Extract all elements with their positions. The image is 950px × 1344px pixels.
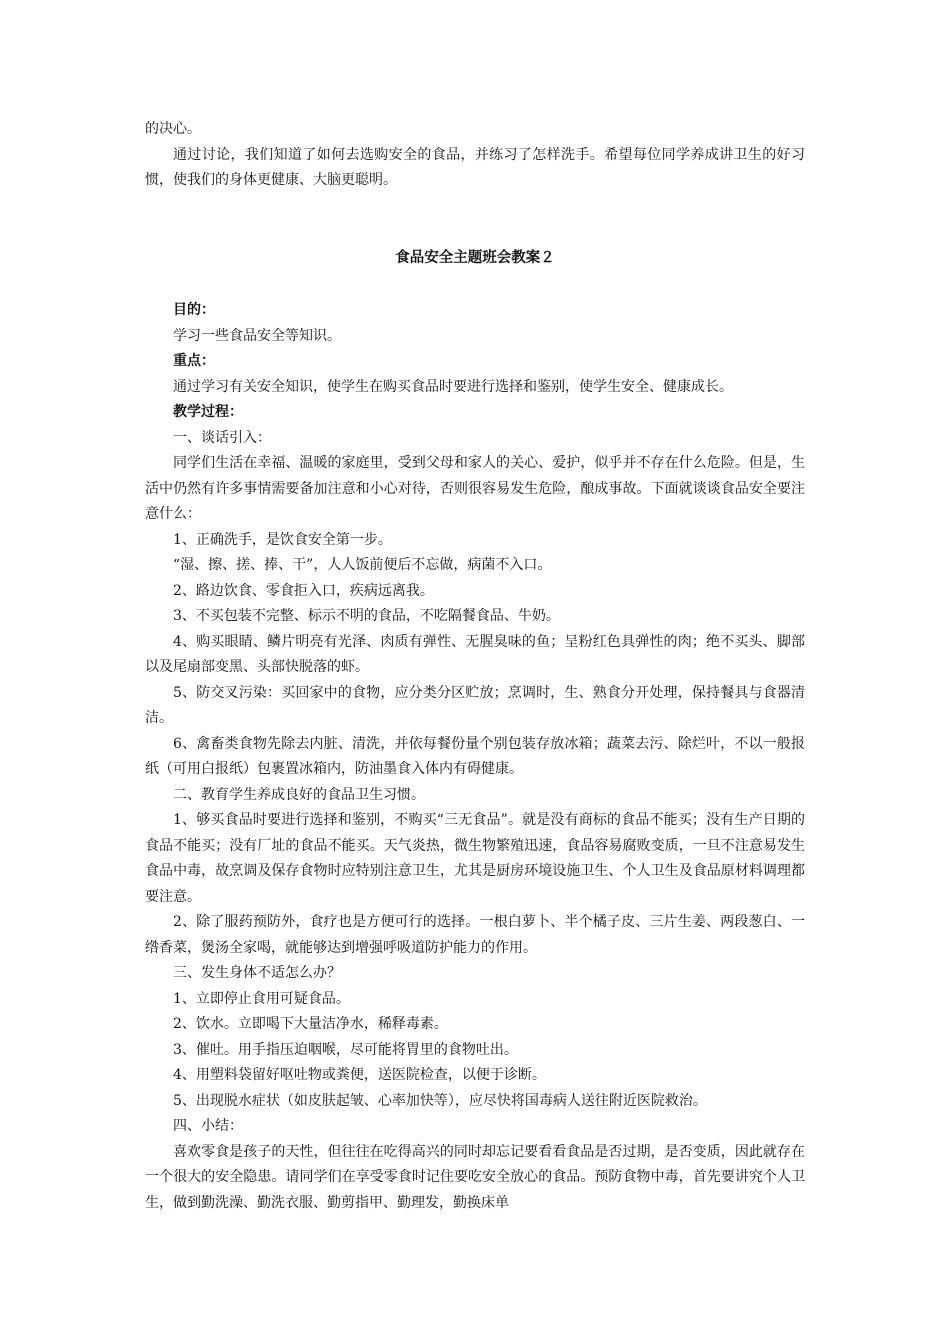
paragraph-discussion-summary: 通过讨论，我们知道了如何去选购安全的食品，并练习了怎样洗手。希望每位同学养成讲卫生的好习惯，使我们的身体更健康、大脑更聪明。 bbox=[145, 146, 805, 188]
list-item: 4、购买眼睛、鳞片明亮有光泽、肉质有弹性、无腥臭味的鱼；呈粉红色具弹性的肉；绝不买头、脚部以及尾扇部变黑、头部快脱落的虾。 bbox=[145, 633, 805, 675]
focus-text: 通过学习有关安全知识，使学生在购买食品时要进行选择和鉴别，使学生安全、健康成长。 bbox=[173, 378, 733, 395]
paragraph-end-fragment: 的决心。 bbox=[145, 121, 201, 137]
process-label: 教学过程： bbox=[173, 404, 243, 420]
list-item: 1、立即停止食用可疑食品。 bbox=[173, 990, 350, 1007]
part2-heading: 二、教育学生养成良好的食品卫生习惯。 bbox=[173, 786, 425, 803]
list-item: 2、路边饮食、零食拒入口，疾病远离我。 bbox=[173, 582, 434, 599]
list-item: 3、催吐。用手指压迫咽喉，尽可能将胃里的食物吐出。 bbox=[173, 1041, 518, 1058]
goal-text: 学习一些食品安全等知识。 bbox=[173, 327, 341, 344]
list-item: 3、不买包装不完整、标示不明的食品，不吃隔餐食品、牛奶。 bbox=[173, 608, 560, 624]
list-item: “湿、擦、搓、捧、干”，人人饭前便后不忘做，病菌不入口。 bbox=[173, 557, 552, 573]
list-item: 4、用塑料袋留好呕吐物或粪便，送医院检查，以便于诊断。 bbox=[173, 1067, 546, 1083]
list-item: 6、禽畜类食物先除去内脏、清洗，并依每餐份量个别包装存放冰箱；蔬菜去污、除烂叶，不以一般报纸（可用白报纸）包裹置冰箱内，防油墨食入体内有碍健康。 bbox=[145, 735, 805, 777]
document-body bbox=[145, 117, 805, 1216]
list-item: 5、出现脱水症状（如皮肤起皱、心率加快等），应尽快将国毒病人送往附近医院救治。 bbox=[173, 1092, 707, 1109]
part1-intro: 同学们生活在幸福、温暖的家庭里，受到父母和家人的关心、爱护，似乎并不存在什么危险。但是，生活中仍然有许多事情需要备加注意和小心对待，否则很容易发生危险，酿成事故。下面就谈谈食品安全要注意什么： bbox=[145, 455, 805, 522]
list-item: 1、正确洗手，是饮食安全第一步。 bbox=[173, 531, 392, 548]
part4-text: 喜欢零食是孩子的天性，但往往在吃得高兴的同时却忘记要看看食品是否过期，是否变质，因此就存在一个很大的安全隐患。请同学们在享受零食时记住要吃安全放心的食品。预防食物中毒，首先要讲究个人卫生，做到勤洗澡、勤洗衣服、勤剪指甲、勤理发，勤换床单 bbox=[145, 1143, 805, 1211]
list-item: 2、饮水。立即喝下大量洁净水，稀释毒素。 bbox=[173, 1016, 448, 1032]
part4-heading: 四、小结： bbox=[173, 1118, 243, 1134]
part3-heading: 三、发生身体不适怎么办？ bbox=[173, 965, 341, 981]
list-item: 2、除了服药预防外，食疗也是方便可行的选择。一根白萝卜、半个橘子皮、三片生姜、两段葱白、一绺香菜，煲汤全家喝，就能够达到增强呼吸道防护能力的作用。 bbox=[145, 914, 805, 956]
goal-label: 目的： bbox=[173, 302, 215, 318]
focus-label: 重点： bbox=[173, 353, 215, 369]
list-item: 1、够买食品时要进行选择和鉴别，不购买“三无食品”。就是没有商标的食品不能买；没有生产日期的食品不能买；没有厂址的食品不能买。天气炎热，微生物繁殖迅速，食品容易腐败变质，一旦不注意易发生食品中毒，故烹调及保存食物时应特别注意卫生，尤其是厨房环境设施卫生、个人卫生及食品原材料调理都要注意。 bbox=[145, 812, 805, 905]
part1-heading: 一、谈话引入： bbox=[173, 429, 271, 446]
document-title: 食品安全主题班会教案２ bbox=[395, 248, 555, 266]
list-item: 5、防交叉污染：买回家中的食物，应分类分区贮放；烹调时，生、熟食分开处理，保持餐具与食器清洁。 bbox=[145, 684, 805, 726]
